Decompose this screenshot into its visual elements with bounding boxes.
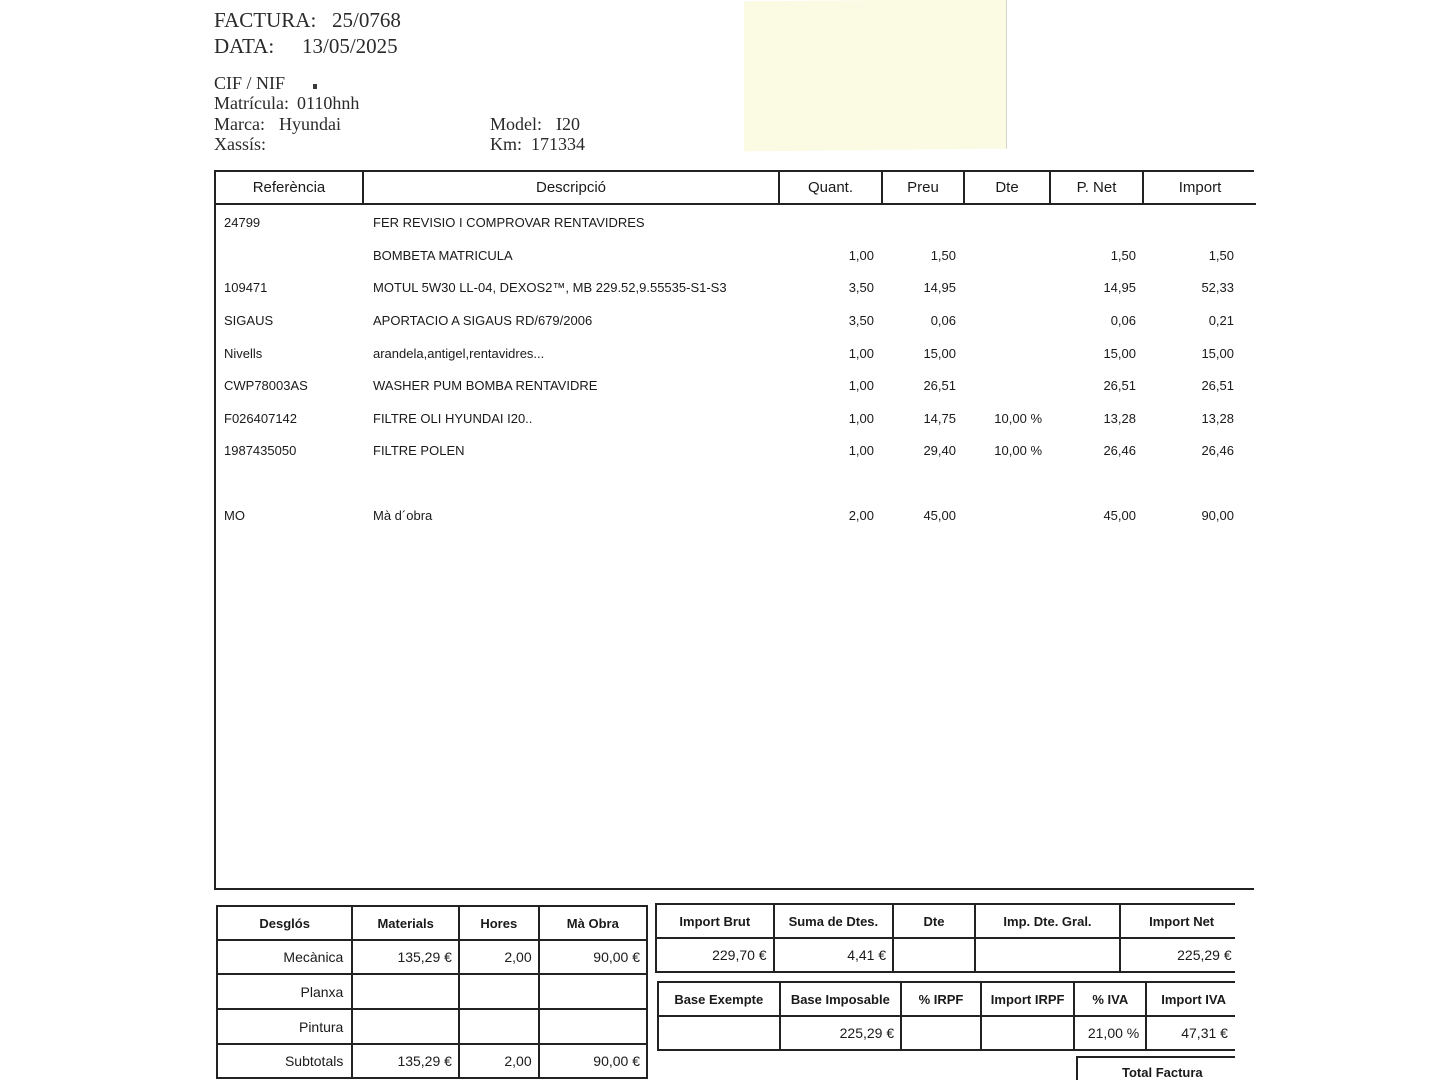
- header-dte: Dte: [893, 904, 975, 938]
- table-row: [216, 411, 1256, 433]
- row-desc: FILTRE OLI HYUNDAI I20..: [373, 411, 533, 426]
- row-desc: FER REVISIO I COMPROVAR RENTAVIDRES: [373, 215, 645, 230]
- breakdown-label: Planxa: [217, 974, 352, 1009]
- row-qty: 1,00: [848, 346, 874, 361]
- import-net-value: 225,29 €: [1120, 938, 1235, 972]
- row-price: 26,51: [923, 378, 956, 393]
- km-label: Km:: [490, 134, 523, 154]
- breakdown-materials: 135,29 €: [352, 1044, 459, 1078]
- row-net: 13,28: [1103, 411, 1136, 426]
- total-factura-box: [1076, 1056, 1235, 1080]
- breakdown-header-hores: Hores: [459, 906, 539, 940]
- model-value: I20: [556, 114, 580, 134]
- row-qty: 1,00: [848, 443, 874, 458]
- row-desc: arandela,antigel,rentavidres...: [373, 346, 545, 361]
- breakdown-row: [217, 1009, 647, 1044]
- header-import-brut: Import Brut: [656, 904, 774, 938]
- iva-pct-value: 21,00 %: [1074, 1016, 1146, 1050]
- import-iva-value: 47,31 €: [1146, 1016, 1235, 1050]
- base-exempte-value: [658, 1016, 780, 1050]
- col-header-descripcio: Descripció: [364, 172, 780, 205]
- breakdown-hores: 2,00: [459, 1044, 539, 1078]
- row-price: 15,00: [923, 346, 956, 361]
- row-ref: MO: [224, 508, 245, 523]
- redaction-mark: [313, 84, 317, 89]
- breakdown-label: Pintura: [217, 1009, 352, 1044]
- marca-label: Marca:: [214, 114, 265, 134]
- table-row: [216, 508, 1256, 530]
- irpf-pct-value: [901, 1016, 981, 1050]
- row-dte: 10,00 %: [994, 411, 1042, 426]
- row-import: 52,33: [1201, 280, 1234, 295]
- col-header-quant: Quant.: [780, 172, 883, 205]
- row-import: 13,28: [1201, 411, 1234, 426]
- marca-value: Hyundai: [279, 114, 341, 134]
- base-imposable-value: 225,29 €: [780, 1016, 902, 1050]
- totals-net-table: [655, 903, 1235, 973]
- row-price: 14,75: [923, 411, 956, 426]
- header-import-net: Import Net: [1120, 904, 1235, 938]
- invoice-date-label: DATA:: [214, 34, 275, 58]
- col-header-referencia: Referència: [216, 172, 364, 205]
- row-desc: BOMBETA MATRICULA: [373, 248, 513, 263]
- header-import-iva: Import IVA: [1146, 982, 1235, 1016]
- totals-tax-table: [657, 981, 1235, 1051]
- breakdown-table: [216, 905, 648, 1079]
- row-qty: 2,00: [848, 508, 874, 523]
- row-qty: 3,50: [848, 313, 874, 328]
- table-row: [216, 378, 1256, 400]
- row-import: 0,21: [1208, 313, 1234, 328]
- row-price: 29,40: [923, 443, 956, 458]
- row-desc: MOTUL 5W30 LL-04, DEXOS2™, MB 229.52,9.55535-S1-S3: [373, 280, 727, 295]
- col-header-pnet: P. Net: [1051, 172, 1144, 205]
- sticky-note: [744, 0, 1007, 151]
- breakdown-ma-obra: 90,00 €: [539, 940, 647, 974]
- row-net: 14,95: [1103, 280, 1136, 295]
- invoice-date: 13/05/2025: [302, 34, 398, 58]
- row-ref: 109471: [224, 280, 268, 295]
- row-qty: 1,00: [848, 378, 874, 393]
- row-desc: FILTRE POLEN: [373, 443, 465, 458]
- row-ref: CWP78003AS: [224, 378, 308, 393]
- table-row: [216, 346, 1256, 368]
- totals-net-clip: [655, 903, 1235, 975]
- row-qty: 3,50: [848, 280, 874, 295]
- col-header-preu: Preu: [883, 172, 965, 205]
- row-net: 0,06: [1110, 313, 1136, 328]
- breakdown-row: [217, 974, 647, 1009]
- row-net: 15,00: [1103, 346, 1136, 361]
- km-value: 171334: [531, 134, 585, 154]
- header-import-irpf: Import IRPF: [981, 982, 1075, 1016]
- row-ref: F026407142: [224, 411, 298, 426]
- row-net: 26,51: [1103, 378, 1136, 393]
- col-header-dte: Dte: [965, 172, 1051, 205]
- row-ref: Nivells: [224, 346, 263, 361]
- breakdown-header-ma-obra: Mà Obra: [539, 906, 647, 940]
- invoice-number-label: FACTURA:: [214, 8, 317, 32]
- breakdown-label: Subtotals: [217, 1044, 352, 1078]
- breakdown-ma-obra: [539, 974, 647, 1009]
- table-row: [216, 215, 1256, 237]
- breakdown-hores: [459, 974, 539, 1009]
- breakdown-header-desglos: Desglós: [217, 906, 352, 940]
- imp-dte-gral-value: [975, 938, 1120, 972]
- row-net: 1,50: [1110, 248, 1136, 263]
- model-label: Model:: [490, 114, 542, 134]
- row-desc: WASHER PUM BOMBA RENTAVIDRE: [373, 378, 598, 393]
- row-dte: 10,00 %: [994, 443, 1042, 458]
- breakdown-ma-obra: 90,00 €: [539, 1044, 647, 1078]
- invoice-number: 25/0768: [332, 8, 401, 32]
- row-price: 1,50: [930, 248, 956, 263]
- table-row: [216, 248, 1256, 270]
- row-qty: 1,00: [848, 248, 874, 263]
- row-net: 45,00: [1103, 508, 1136, 523]
- totals-tax-clip: [657, 981, 1235, 1051]
- header-iva-pct: % IVA: [1074, 982, 1146, 1016]
- table-row: [216, 313, 1256, 335]
- row-price: 45,00: [923, 508, 956, 523]
- table-row: [216, 443, 1256, 465]
- breakdown-hores: 2,00: [459, 940, 539, 974]
- import-irpf-value: [981, 1016, 1075, 1050]
- breakdown-label: Mecànica: [217, 940, 352, 974]
- xassis-label: Xassís:: [214, 134, 267, 154]
- row-ref: 24799: [224, 215, 261, 230]
- dte-value: [893, 938, 975, 972]
- matricula-value: 0110hnh: [297, 93, 360, 113]
- breakdown-materials: [352, 974, 459, 1009]
- row-ref: SIGAUS: [224, 313, 274, 328]
- header-base-exempte: Base Exempte: [658, 982, 780, 1016]
- matricula-label: Matrícula:: [214, 93, 289, 113]
- breakdown-materials: 135,29 €: [352, 940, 459, 974]
- row-desc: Mà d´obra: [373, 508, 433, 523]
- row-qty: 1,00: [848, 411, 874, 426]
- suma-dtes-value: 4,41 €: [774, 938, 894, 972]
- import-brut-value: 229,70 €: [656, 938, 774, 972]
- header-irpf-pct: % IRPF: [901, 982, 981, 1016]
- row-import: 26,51: [1201, 378, 1234, 393]
- row-net: 26,46: [1103, 443, 1136, 458]
- row-import: 15,00: [1201, 346, 1234, 361]
- breakdown-row: [217, 940, 647, 974]
- breakdown-hores: [459, 1009, 539, 1044]
- breakdown-ma-obra: [539, 1009, 647, 1044]
- breakdown-materials: [352, 1009, 459, 1044]
- row-import: 90,00: [1201, 508, 1234, 523]
- row-import: 1,50: [1208, 248, 1234, 263]
- row-desc: APORTACIO A SIGAUS RD/679/2006: [373, 313, 593, 328]
- breakdown-row: [217, 1044, 647, 1078]
- row-price: 14,95: [923, 280, 956, 295]
- cif-label: CIF / NIF: [214, 73, 286, 93]
- table-row: [216, 280, 1256, 302]
- invoice-lines-table: [214, 170, 1254, 890]
- row-ref: 1987435050: [224, 443, 297, 458]
- total-factura-clip: [1076, 1056, 1235, 1080]
- row-import: 26,46: [1201, 443, 1234, 458]
- header-imp-dte-gral: Imp. Dte. Gral.: [975, 904, 1120, 938]
- header-suma-dtes: Suma de Dtes.: [774, 904, 894, 938]
- col-header-import: Import: [1144, 172, 1256, 205]
- header-base-imposable: Base Imposable: [780, 982, 902, 1016]
- breakdown-header-materials: Materials: [352, 906, 459, 940]
- total-factura-label: Total Factura: [1122, 1065, 1203, 1080]
- row-price: 0,06: [930, 313, 956, 328]
